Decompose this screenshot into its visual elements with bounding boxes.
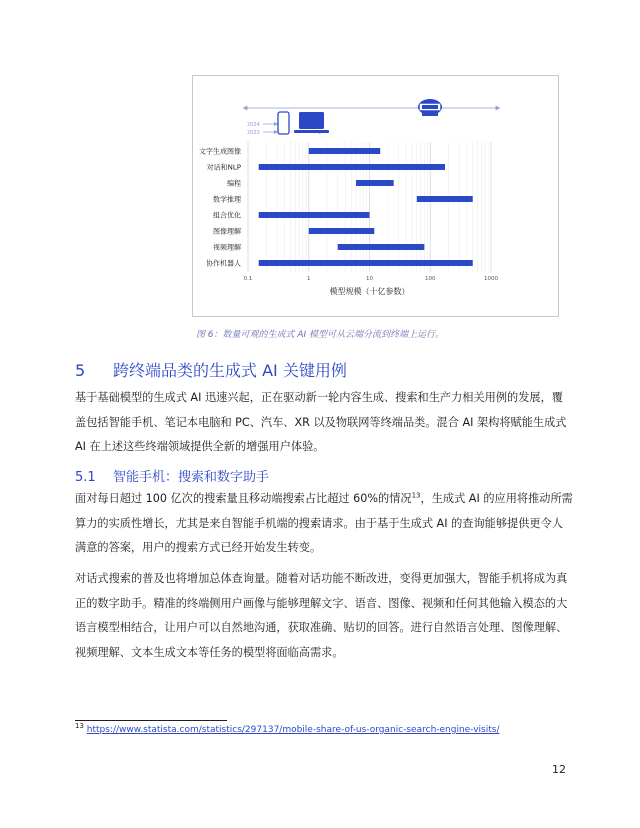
x-tick-label: 0.1 [243, 276, 253, 282]
range-bar [259, 212, 370, 218]
section-paragraph: 基于基础模型的生成式 AI 迅速兴起，正在驱动新一轮内容生成、搜索和生产力相关用例的发展，覆盖包括智能手机、笔记本电脑和 PC、汽车、XR 以及物联网等终端品类。混合 AI 架构将赋能生成式 AI 在上述这些终端领域提供全新的增强用户体验。 [75, 391, 567, 453]
subsection-paragraph-2: 对话式搜索的普及也将增加总体查询量。随着对话功能不断改进，变得更加强大，智能手机将成为真正的数字助手。精准的终端侧用户画像与能够理解文字、语音、图像、视频和任何其他输入模态的大语言模型相结合，让用户可以自然地沟通，获取准确、贴切的回答。进行自然语言处理、图像理解、视频理解、文本生成文本等任务的模型将面临高需求。 [75, 572, 568, 659]
range-bar [259, 260, 473, 266]
figure-frame [192, 75, 559, 317]
range-bar [259, 164, 445, 170]
figure-caption: 图 6：数量可观的生成式 AI 模型可从云端分流到终端上运行。 [195, 330, 445, 340]
y-category-label: 数学推理 [213, 195, 241, 204]
phone-icon [278, 112, 289, 134]
section-heading [75, 358, 347, 381]
footnote-divider [75, 720, 227, 721]
year-label-2024: 2024 [247, 122, 260, 128]
footnote-link[interactable]: https://www.statista.com/statistics/297137/mobile-share-of-us-organic-search-engine-visits/ [86, 725, 500, 735]
y-category-label: 编程 [227, 179, 241, 188]
y-category-label: 图像理解 [213, 227, 241, 236]
server-rack-slot-icon [422, 105, 438, 109]
y-category-label: 组合优化 [213, 211, 241, 220]
subsection-title: 智能手机：搜索和数字助手 [113, 470, 270, 485]
subsection-number: 5.1 [75, 470, 96, 485]
range-bar [338, 244, 425, 250]
x-axis-label: 模型规模（十亿参数） [329, 287, 410, 296]
range-bar [309, 148, 380, 154]
footnote [75, 722, 500, 735]
y-category-label: 协作机器人 [206, 259, 241, 268]
x-tick-label: 10 [366, 276, 373, 282]
x-tick-label: 1 [307, 276, 311, 282]
section-number: 5 [75, 361, 86, 380]
y-category-label: 视频理解 [213, 243, 241, 252]
range-bar [356, 180, 394, 186]
year-label-2023: 2023 [247, 130, 260, 136]
x-tick-label: 1000 [484, 276, 498, 282]
subsection-heading [75, 466, 269, 485]
server-rack-slot-icon [422, 112, 438, 116]
subsection-paragraph-1 [75, 487, 573, 561]
footnote-number: 13 [75, 722, 84, 730]
model-size-chart [193, 76, 558, 316]
section-title: 跨终端品类的生成式 AI 关键用例 [113, 361, 347, 380]
p1-text-after: ，生成式 AI 的应用将推动所需算力的实质性增长，尤其是来自智能手机端的搜索请求。由于基于生成式 AI 的查询能够提供更令人满意的答案，用户的搜索方式已经开始发生转变。 [75, 492, 573, 554]
footnote-ref[interactable]: 13 [411, 491, 421, 500]
page-number: 12 [552, 763, 566, 776]
p1-text-before: 面对每日超过 100 亿次的搜索量且移动端搜索占比超过 60%的情况 [75, 492, 412, 505]
laptop-icon [299, 112, 324, 129]
y-category-label: 对话和NLP [206, 163, 241, 172]
range-bar [309, 228, 375, 234]
range-bar [417, 196, 473, 202]
x-tick-label: 100 [425, 276, 436, 282]
laptop-base-icon [294, 130, 329, 133]
y-category-label: 文字生成图像 [199, 147, 241, 156]
